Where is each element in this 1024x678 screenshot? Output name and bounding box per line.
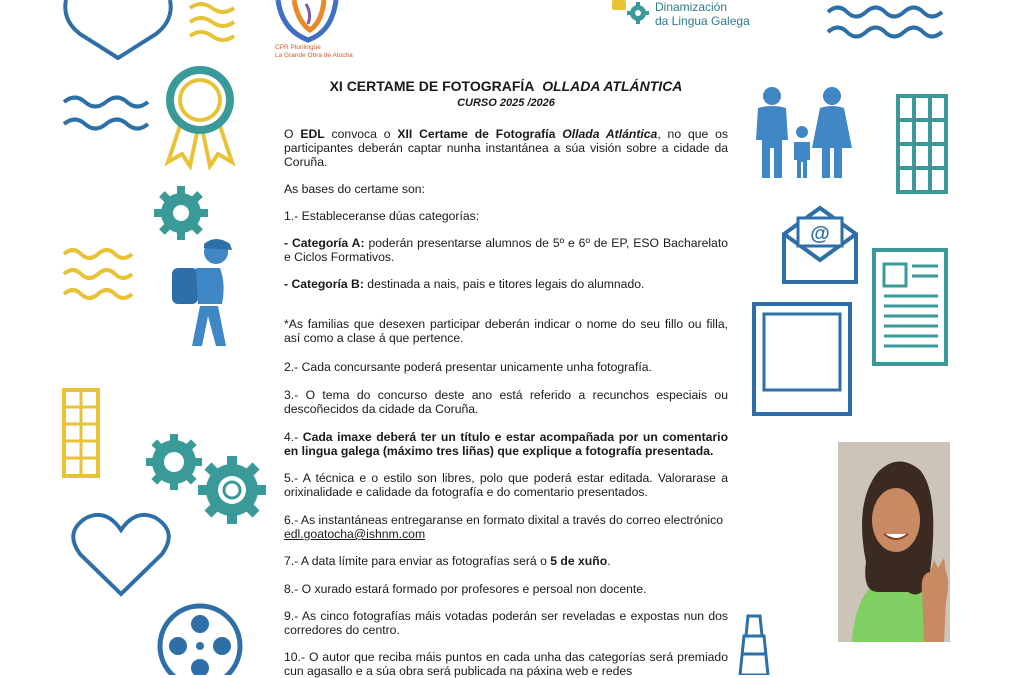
item-10: 10.- O autor que reciba máis puntos en cada unha das categorías será premiado cun agasallo e a súa obra será publicada na páxina web e redes <box>284 650 728 678</box>
film-reel-icon <box>156 602 244 675</box>
waves-icon <box>188 0 236 45</box>
waves-icon <box>62 246 134 302</box>
item-7: 7.- A data límite para enviar as fotografías será o 5 de xuño. <box>284 554 611 568</box>
newspaper-icon <box>872 248 948 366</box>
bases-heading: As bases do certame son: <box>284 182 425 196</box>
doc-title <box>284 79 728 93</box>
school-name-line-2: La Grande Obra de Atocha <box>275 52 353 59</box>
svg-text:@: @ <box>810 223 830 245</box>
title-plain: XI CERTAME DE FOTOGRAFÍA <box>329 78 535 94</box>
waves-icon <box>62 92 150 137</box>
award-ribbon-icon <box>162 62 238 170</box>
item-3: 3.- O tema do concurso deste ano está referido a recunchos especiais ou descoñecidos da cidade da Coruña. <box>284 388 728 416</box>
brand-line-2: da Lingua Galega <box>655 14 750 28</box>
building-windows-icon <box>896 94 948 194</box>
item-2: 2.- Cada concursante poderá presentar unicamente unha fotografía. <box>284 360 652 374</box>
lighthouse-icon <box>734 614 774 675</box>
school-logo-icon <box>272 0 342 44</box>
item-6: 6.- As instantáneas entregaranse en formato dixital a través do correo electrónico edl.goatocha@ishnm.com <box>284 513 723 541</box>
heart-icon <box>70 508 172 600</box>
item-4: 4.- Cada imaxe deberá ter un título e estar acompañada por un comentario en lingua galega (máximo tres liñas) que explique a fotografía presentada. <box>284 430 729 458</box>
photo-frame-icon <box>752 302 852 416</box>
item-9: 9.- As cinco fotografías máis votadas poderán ser reveladas e expostas nun dos corredores do centro. <box>284 609 728 637</box>
photo-of-teacher <box>838 442 950 642</box>
item-8: 8.- O xurado estará formado por profesores e persoal non docente. <box>284 582 647 596</box>
category-a: - Categoría A: poderán presentarse alumnos de 5º e 6º de EP, ESO Bacharelato e Ciclos Formativos. <box>284 236 729 264</box>
school-name-line-1: CPR Plurilingüe <box>275 44 321 51</box>
item-1: 1.- Estableceranse dúas categorías: <box>284 209 480 223</box>
category-b: - Categoría B: destinada a nais, pais e titores legais do alumnado. <box>284 277 645 291</box>
building-windows-icon <box>62 388 100 478</box>
intro-paragraph: O EDL convoca o XII Certame de Fotografía Ollada Atlántica, no que os participantes deberán captar nunha instantánea a súa visión sobre a cidade da Coruña. <box>284 127 728 169</box>
student-backpack-icon <box>172 234 236 352</box>
item-5: 5.- A técnica e o estilo son libres, polo que poderá estar editada. Valorarase a orixinalidade e calidade da fotografía e do comentario presentados. <box>284 471 728 499</box>
heart-icon <box>60 0 178 62</box>
dlg-logo-icon <box>612 0 652 26</box>
email-link[interactable]: edl.goatocha@ishnm.com <box>284 527 426 541</box>
title-italic: OLLADA ATLÁNTICA <box>542 78 683 94</box>
brand-line-1: Dinamización <box>655 0 728 14</box>
waves-icon <box>826 4 946 40</box>
email-envelope-icon <box>782 204 858 284</box>
families-note: *As familias que desexen participar deberán indicar o nome do seu fillo ou filla, así como a clase á que pertence. <box>284 317 728 345</box>
doc-subtitle: CURSO 2025 /2026 <box>457 97 555 109</box>
gear-icon <box>154 186 208 240</box>
family-icon <box>752 86 856 180</box>
